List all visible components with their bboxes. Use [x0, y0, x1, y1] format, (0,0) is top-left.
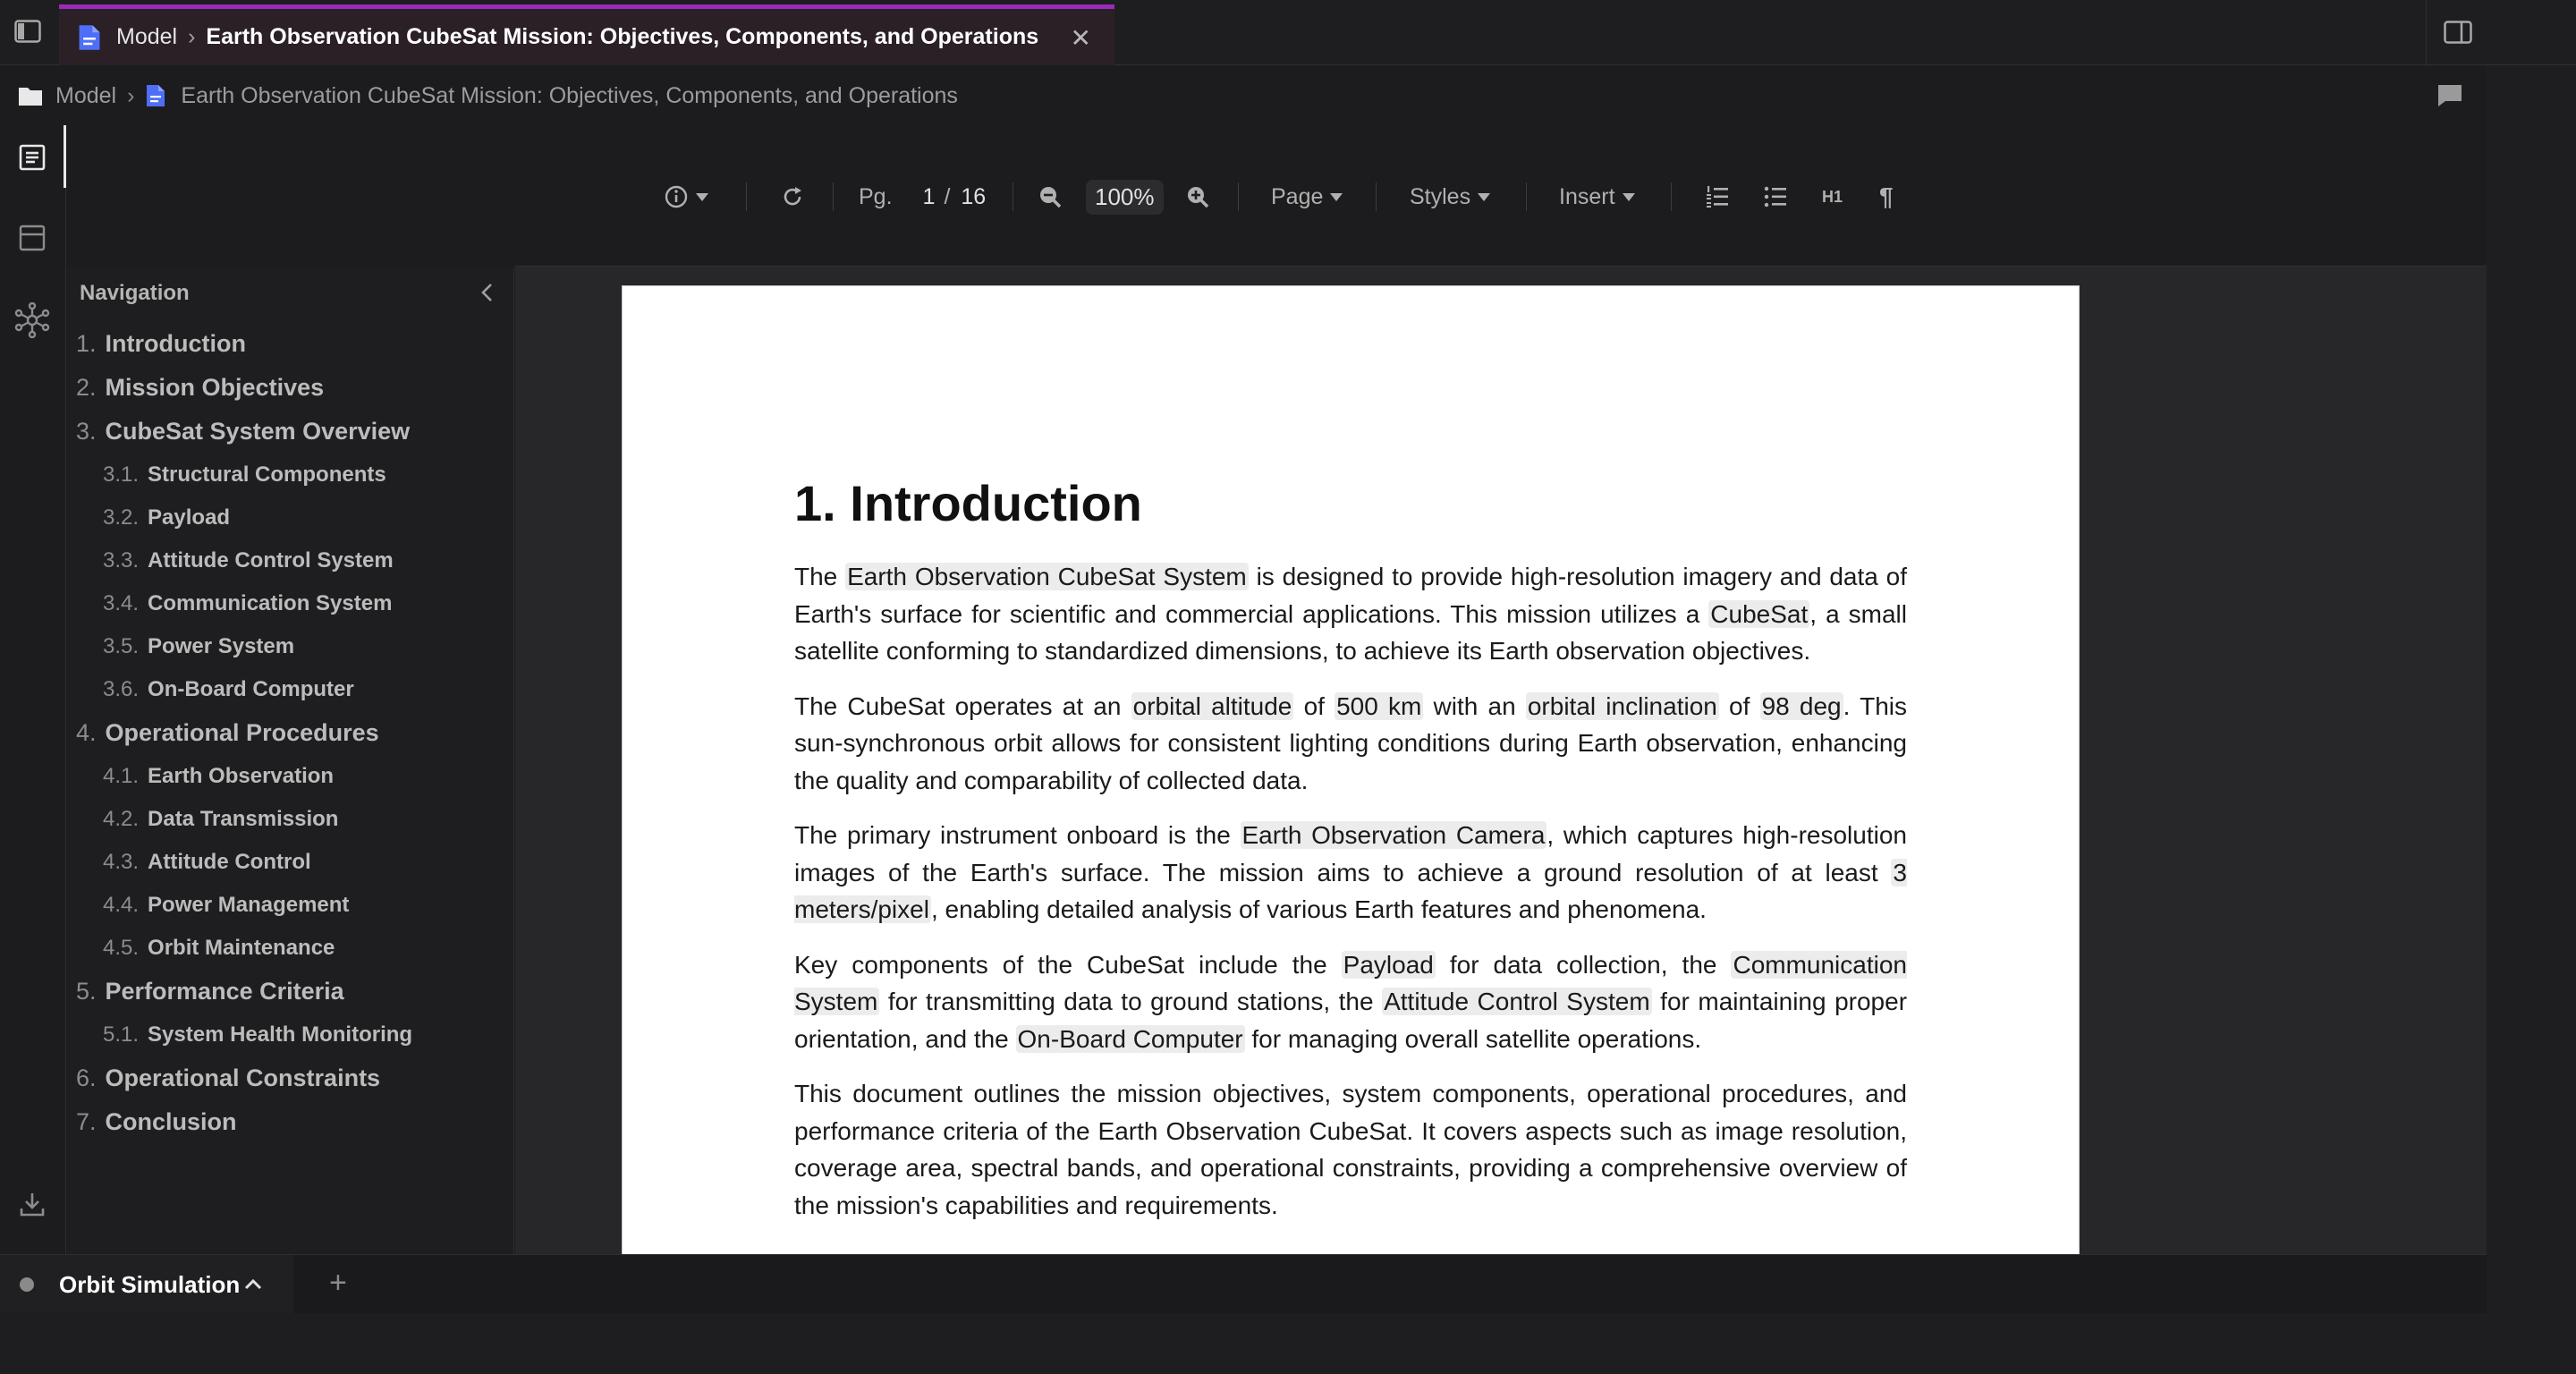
navigation-list	[76, 322, 412, 1144]
entity-highlight[interactable]: CubeSat	[1710, 599, 1809, 628]
add-panel-button[interactable]: +	[329, 1266, 347, 1300]
nav-item-number: 4.	[76, 719, 97, 746]
nav-item[interactable]	[76, 884, 412, 927]
zoom-in-button[interactable]	[1185, 179, 1210, 215]
chevron-right-icon: ›	[127, 82, 135, 108]
nav-item-number: 5.	[76, 978, 97, 1005]
nav-item-label: On-Board Computer	[148, 677, 354, 701]
nav-item-number: 7.	[76, 1108, 97, 1135]
nav-item[interactable]	[76, 1014, 412, 1056]
nav-item-number: 4.2.	[103, 807, 140, 831]
nav-item-label: Earth Observation	[148, 764, 335, 788]
page-current-input[interactable]: 1	[922, 183, 936, 209]
info-menu[interactable]	[664, 179, 708, 215]
caret-down-icon	[1478, 193, 1490, 201]
breadcrumb-parent[interactable]: Model	[55, 82, 117, 108]
nav-item[interactable]	[76, 841, 412, 884]
ordered-list-icon	[1705, 184, 1730, 209]
nav-item-label: Orbit Maintenance	[148, 936, 335, 960]
document-tab[interactable]	[59, 4, 1114, 65]
entity-highlight[interactable]: Communication System	[794, 950, 1907, 1015]
entity-highlight[interactable]: On-Board Computer	[1017, 1024, 1243, 1053]
document-body[interactable]	[794, 558, 1907, 1242]
nav-item-number: 3.	[76, 418, 97, 445]
document-icon	[77, 23, 102, 52]
nav-item-label: Structural Components	[148, 462, 386, 487]
breadcrumb	[0, 66, 2487, 125]
nav-item[interactable]	[76, 496, 412, 539]
bottom-panel-bar	[0, 1254, 2487, 1313]
page-indicator	[859, 179, 986, 215]
nav-item-number: 4.4.	[103, 893, 140, 917]
styles-menu[interactable]	[1410, 179, 1490, 215]
nav-item-number: 1.	[76, 330, 97, 357]
nav-item[interactable]	[76, 454, 412, 496]
entity-highlight[interactable]: Earth Observation CubeSat System	[847, 563, 1247, 590]
section-heading: 1. Introduction	[794, 475, 1142, 531]
navigation-heading: Navigation	[80, 281, 190, 305]
sidebar-toggle-icon[interactable]	[13, 18, 43, 45]
paragraph-2: The CubeSat operates at an orbital altitude of 500 km with an orbital inclination of 98 deg. This sun-synchronous orbit allows for consistent lighting conditions during Earth observation, enhancing the quality and comparability of collected data.	[794, 691, 1907, 794]
active-indicator	[64, 125, 66, 188]
nav-item[interactable]	[76, 322, 412, 366]
nav-item-number: 3.5.	[103, 634, 140, 658]
nav-item-number: 3.2.	[103, 505, 140, 530]
nav-item-label: System Health Monitoring	[148, 1022, 413, 1047]
entity-highlight[interactable]: Payload	[1343, 950, 1434, 979]
tab-title: Earth Observation CubeSat Mission: Objectives, Components, and Operations	[206, 24, 1039, 49]
nav-item-label: Communication System	[148, 591, 393, 615]
zoom-level[interactable]	[1086, 179, 1164, 215]
orbit-simulation-label[interactable]: Orbit Simulation	[59, 1271, 241, 1298]
nav-item-number: 3.1.	[103, 462, 140, 487]
nav-item[interactable]	[76, 927, 412, 970]
divider	[1671, 182, 1672, 211]
divider	[1238, 182, 1239, 211]
nav-item-label: Data Transmission	[148, 807, 339, 831]
nav-item-number: 3.3.	[103, 548, 140, 572]
info-icon	[664, 184, 689, 209]
tab-bar	[0, 0, 2576, 65]
nav-item[interactable]	[76, 755, 412, 798]
footer	[0, 1313, 2576, 1374]
refresh-button[interactable]	[780, 179, 805, 215]
nav-item-label: Operational Procedures	[105, 719, 379, 746]
nav-item[interactable]	[76, 668, 412, 711]
right-gutter	[2487, 66, 2576, 1313]
nav-item-label: Mission Objectives	[105, 374, 325, 401]
divider	[2426, 0, 2427, 65]
zoom-in-icon	[1185, 184, 1210, 209]
page-total: 16	[961, 183, 987, 209]
zoom-value: 100%	[1086, 180, 1164, 215]
caret-down-icon	[696, 193, 708, 201]
editor-toolbar	[515, 125, 2487, 267]
nav-item-number: 2.	[76, 374, 97, 401]
divider	[746, 182, 747, 211]
chevron-right-icon: ›	[188, 24, 196, 49]
nav-item-label: Operational Constraints	[105, 1064, 381, 1091]
caret-down-icon	[1330, 193, 1343, 201]
nav-item[interactable]	[76, 539, 412, 582]
divider	[1526, 182, 1527, 211]
right-panel-toggle-icon[interactable]	[2440, 18, 2476, 47]
download-icon[interactable]	[14, 1186, 50, 1222]
entity-highlight[interactable]: 3 meters/pixel	[794, 858, 1907, 923]
nav-item[interactable]	[76, 582, 412, 625]
nav-item-number: 4.5.	[103, 936, 140, 960]
entity-highlight[interactable]: 98 deg	[1761, 691, 1842, 720]
page-separator: /	[944, 183, 951, 209]
entity-highlight[interactable]: orbital altitude	[1132, 691, 1292, 720]
nav-item[interactable]	[76, 625, 412, 668]
nav-item-label: Attitude Control System	[148, 548, 394, 572]
ordered-list-button[interactable]	[1705, 179, 1730, 215]
editor-area	[515, 125, 2487, 1254]
nav-item[interactable]	[76, 410, 412, 454]
breadcrumb-title[interactable]: Earth Observation CubeSat Mission: Objectives, Components, and Operations	[181, 82, 958, 108]
nav-item-label: CubeSat System Overview	[105, 418, 411, 445]
document-icon	[145, 83, 166, 108]
refresh-icon	[780, 184, 805, 209]
nav-item-number: 5.1.	[103, 1022, 140, 1047]
nav-item[interactable]	[76, 1056, 412, 1100]
nav-item-label: Conclusion	[105, 1108, 237, 1135]
nav-item-number: 3.6.	[103, 677, 140, 701]
document-page[interactable]	[622, 285, 2080, 1254]
layout-icon[interactable]	[14, 220, 50, 256]
divider	[1376, 182, 1377, 211]
entity-highlight[interactable]: Earth Observation Camera	[1241, 821, 1546, 849]
heading-one-button[interactable]	[1822, 179, 1843, 215]
entity-highlight[interactable]: 500 km	[1336, 691, 1422, 720]
nav-item-label: Payload	[148, 505, 231, 530]
page-menu-label: Page	[1271, 183, 1324, 209]
paragraph-1: The Earth Observation CubeSat System is designed to provide high-resolution imagery and data of Earth's surface for scientific and commercial applications. This mission utilizes a CubeSat, a small satellite conforming to standardized dimensions, to achieve its Earth observation objectives.	[794, 563, 1907, 665]
nav-item[interactable]	[76, 1100, 412, 1144]
paragraph-4: Key components of the CubeSat include the Payload for data collection, the Communication System for transmitting data to ground stations, the Attitude Control System for maintaining proper orientation, and the On-Board Computer for managing overall satellite operations.	[794, 950, 1908, 1053]
nav-item[interactable]	[76, 366, 412, 410]
entity-highlight[interactable]: orbital inclination	[1527, 691, 1717, 720]
zoom-out-icon	[1038, 184, 1063, 209]
insert-menu[interactable]	[1559, 179, 1635, 215]
tab-crumb-parent: Model	[116, 24, 178, 49]
pilcrow-icon: ¶	[1879, 182, 1894, 210]
chevron-up-icon[interactable]	[242, 1273, 265, 1296]
h1-label: H1	[1822, 187, 1843, 206]
paragraph-button[interactable]	[1879, 179, 1894, 215]
bullet-list-button[interactable]	[1763, 179, 1788, 215]
nav-item-number: 6.	[76, 1064, 97, 1091]
caret-down-icon	[1623, 193, 1635, 201]
nav-item-label: Attitude Control	[148, 850, 311, 874]
styles-menu-label: Styles	[1410, 183, 1471, 209]
paragraph-5: This document outlines the mission objectives, system components, operational procedures, and performance criteria of the Earth Observation CubeSat. It covers aspects such as image resolution, coverage area, spectral bands, and operational constraints, providing a comprehensive overview of the mission's capabilities and requirements.	[794, 1080, 1907, 1219]
collapse-panel-icon[interactable]	[474, 279, 501, 306]
comment-icon[interactable]	[2435, 82, 2465, 109]
nav-item[interactable]	[76, 711, 412, 755]
page-label: Pg.	[859, 183, 893, 209]
close-tab-icon[interactable]: ✕	[1070, 24, 1091, 52]
nav-item-label: Power System	[148, 634, 295, 658]
nav-item-number: 3.4.	[103, 591, 140, 615]
graph-network-icon[interactable]	[14, 302, 50, 338]
left-rail	[0, 125, 66, 1254]
document-outline-icon[interactable]	[14, 140, 50, 175]
divider	[833, 182, 834, 211]
navigation-panel	[67, 268, 514, 1254]
paragraph-3: The primary instrument onboard is the Earth Observation Camera, which captures high-resolution images of the Earth's surface. The mission aims to achieve a ground resolution of at least 3 meters/pixel, enabling detailed analysis of various Earth features and phenomena.	[794, 821, 1907, 923]
nav-item-number: 4.3.	[103, 850, 140, 874]
nav-item-number: 4.1.	[103, 764, 140, 788]
zoom-out-button[interactable]	[1038, 179, 1063, 215]
nav-item-label: Introduction	[105, 330, 246, 357]
bullet-list-icon	[1763, 184, 1788, 209]
nav-item-label: Performance Criteria	[105, 978, 344, 1005]
nav-item[interactable]	[76, 970, 412, 1014]
nav-item[interactable]	[76, 798, 412, 841]
page-menu[interactable]	[1271, 179, 1343, 215]
status-dot-icon	[20, 1277, 34, 1292]
entity-highlight[interactable]: Attitude Control System	[1384, 988, 1650, 1015]
nav-item-label: Power Management	[148, 893, 350, 917]
folder-icon	[18, 85, 43, 106]
insert-menu-label: Insert	[1559, 183, 1615, 209]
